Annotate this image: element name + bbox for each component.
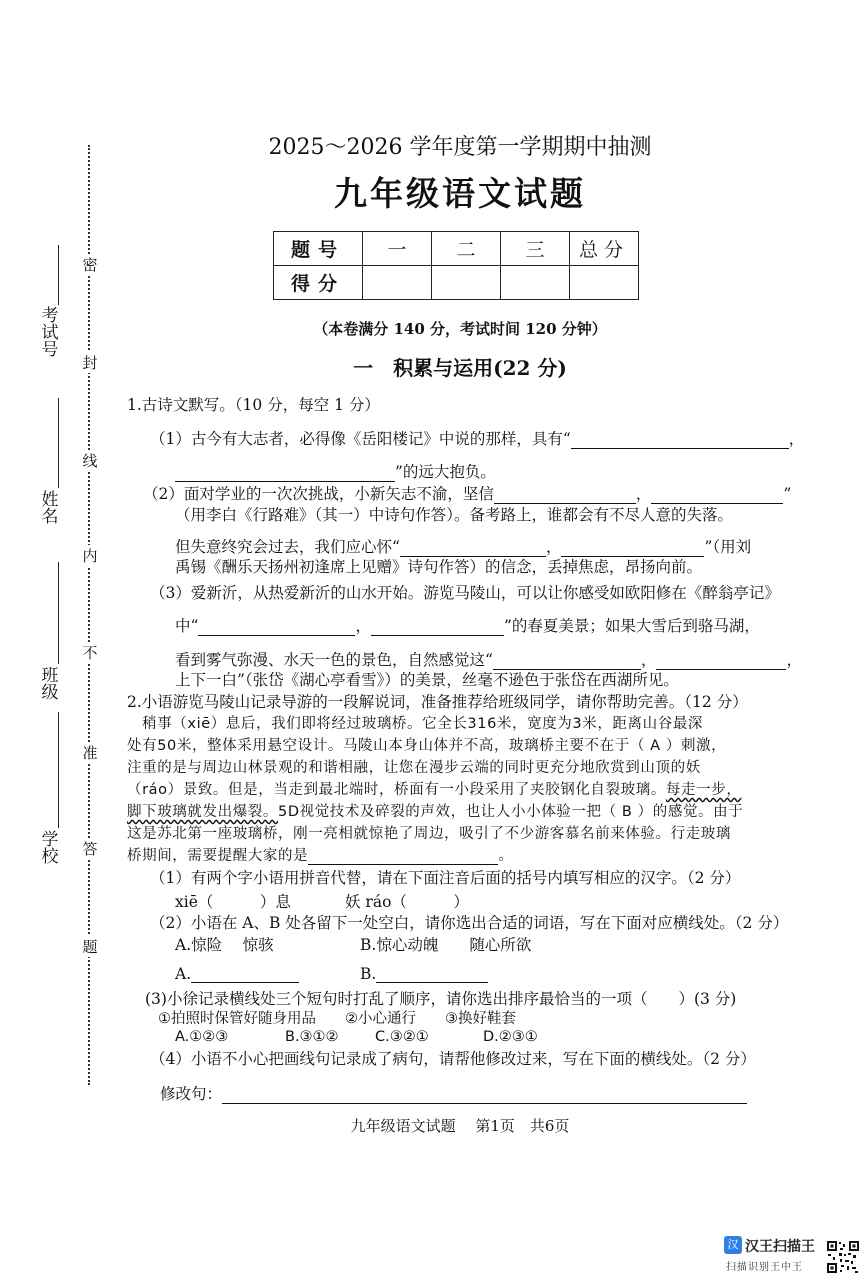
question-1-heading: 1.古诗文默写。（10 分，每空 1 分） <box>127 396 380 414</box>
question-1-2-line-d: 禹锡《酬乐天扬州初逢席上见赠》诗句作答）的信念，丢掉焦虑，昂扬向前。 <box>175 558 703 576</box>
score-cell[interactable] <box>501 266 570 300</box>
seal-char: 答 <box>80 838 100 859</box>
question-1-1-line-b: ”的远大抱负。 <box>175 460 496 482</box>
passage-line: 这是苏北第一座玻璃桥，刚一亮相就惊艳了周边，吸引了不少游客慕名前来体验。行走玻璃 <box>127 826 731 842</box>
question-1-2-line-b: （用李白《行路难》（其一）中诗句作答）。备考路上，谁都会有不尽人意的失落。 <box>175 506 734 524</box>
seal-char: 准 <box>80 742 100 763</box>
question-2-3-items: ①拍照时保管好随身用品 ②小心通行 ③换好鞋套 <box>158 1011 516 1027</box>
exam-number-label: 考试号 <box>41 306 59 360</box>
scanner-watermark <box>724 1236 820 1274</box>
score-table-score-row <box>274 266 639 300</box>
name-line <box>58 398 59 488</box>
question-1-3-line-c: 看到雾气弥漫、水天一色的景色，自然感觉这“ ， ， <box>175 651 802 669</box>
seal-char: 不 <box>80 642 100 663</box>
seal-char: 密 <box>80 254 100 275</box>
class-label: 班级 <box>41 666 59 703</box>
question-1-1-line-a: （1）古今有大志者，必得像《岳阳楼记》中说的那样，具有“ ， <box>150 430 805 448</box>
exam-number-line <box>58 245 59 305</box>
question-2-heading: 2.小语游览马陵山记录导游的一段解说词，准备推荐给班级同学，请你帮助完善。（12 分） <box>127 693 748 711</box>
question-2-1: （1）有两个字小语用拼音代替，请在下面注音后面的括号内填写相应的汉字。（2 分） <box>150 869 741 887</box>
score-cell[interactable] <box>363 266 432 300</box>
scanner-slogan: 扫描识别王中王 <box>726 1262 803 1273</box>
passage-line: 稍事（xiē）息后，我们即将经过玻璃桥。它全长316米，宽度为3米，距离山谷最深 <box>127 716 704 732</box>
section-title: 一 积累与运用(22 分) <box>353 356 567 380</box>
table-cell: 一 <box>363 232 432 266</box>
passage-line: 注重的是与周边山林景观的和谐相融，让您在漫步云端的同时更充分地欣赏到山顶的妖 <box>127 760 701 776</box>
question-2-3-option-d[interactable]: D.②③① <box>483 1029 538 1045</box>
question-2-3-option-b[interactable]: B.③①② <box>285 1029 339 1045</box>
question-2-2: （2）小语在 A、B 处各留下一处空白，请你选出合适的词语，写在下面对应横线处。（2 分） <box>150 914 789 932</box>
question-2-3-option-a[interactable]: A.①②③ <box>175 1029 229 1045</box>
scanner-logo-icon: 汉 <box>724 1236 742 1254</box>
question-2-2-fill-b: B. <box>360 965 488 983</box>
answer-blank[interactable] <box>651 486 783 504</box>
passage-line: 桥期间，需要提醒大家的是 。 <box>127 848 514 864</box>
answer-blank[interactable] <box>222 1086 747 1104</box>
score-cell[interactable] <box>570 266 639 300</box>
seal-char: 题 <box>80 936 100 957</box>
question-2-4: （4）小语不小心把画线句记录成了病句，请帮他修改过来，写在下面的横线处。（2 分） <box>150 1050 756 1068</box>
answer-blank[interactable] <box>376 965 488 983</box>
seal-char: 线 <box>80 450 100 471</box>
question-2-2-fill-a: A. <box>175 965 299 983</box>
scanner-brand-name: 汉王扫描王 <box>745 1239 815 1255</box>
seal-char: 封 <box>80 352 100 373</box>
seal-char: 内 <box>80 545 100 566</box>
passage-line: （ráo）景致。但是，当走到最北端时，桥面有一小段采用了夹胶钢化自裂玻璃。每走一步， <box>127 782 742 798</box>
exam-note: （本卷满分 140 分，考试时间 120 分钟） <box>313 320 607 338</box>
question-2-1-answer-a[interactable]: xiē（ ）息 <box>175 893 291 911</box>
exam-header: 2025～2026 学年度第一学期期中抽测 <box>268 135 652 160</box>
question-2-2-option-b: B.惊心动魄 随心所欲 <box>360 936 532 954</box>
answer-blank[interactable] <box>494 486 636 504</box>
question-1-2-line-a: （2）面对学业的一次次挑战，小新矢志不渝，坚信 ， ” <box>143 485 792 503</box>
question-2-3-option-c[interactable]: C.③②① <box>375 1029 429 1045</box>
question-1-3-line-d: 上下一白”（张岱《湖心亭看雪》）的美景，丝毫不逊色于张岱在西湖所见。 <box>175 671 679 689</box>
name-label: 姓名 <box>41 490 59 527</box>
question-2-3: (3)小徐记录横线处三个短句时打乱了顺序，请你选出排序最恰当的一项（ ）(3 分) <box>145 990 737 1008</box>
answer-blank[interactable] <box>308 847 498 865</box>
answer-blank[interactable] <box>371 618 504 636</box>
question-2-2-option-a: A.惊险 惊骇 <box>175 936 274 954</box>
table-cell: 得分 <box>274 266 363 300</box>
wavy-underlined-sentence: 脚下玻璃就发出爆裂。 <box>127 804 278 820</box>
exam-title: 九年级语文试题 <box>334 174 586 213</box>
wavy-underlined-sentence: 每走一步， <box>665 782 742 798</box>
score-table <box>273 231 639 300</box>
answer-blank[interactable] <box>175 464 395 482</box>
answer-blank[interactable] <box>571 431 789 449</box>
table-cell: 题号 <box>274 232 363 266</box>
page-footer: 九年级语文试题 第1页 共6页 <box>350 1117 570 1135</box>
question-1-2-line-c: 但失意终究会过去，我们应心怀“ ， ”（用刘 <box>175 538 752 556</box>
table-cell: 总分 <box>570 232 639 266</box>
answer-blank[interactable] <box>191 965 299 983</box>
question-2-1-answer-b[interactable]: 妖 ráo（ ） <box>345 893 469 911</box>
question-1-3-line-a: （3）爱新沂，从热爱新沂的山水开始。游览马陵山，可以让你感受如欧阳修在《醉翁亭记》 <box>150 584 780 602</box>
passage-line: 脚下玻璃就发出爆裂。5D视觉技术及碎裂的声效，也让人小小体验一把（ B ）的感觉。由于 <box>127 804 744 820</box>
score-table-header-row <box>274 232 639 266</box>
table-cell: 二 <box>432 232 501 266</box>
answer-blank[interactable] <box>198 618 355 636</box>
school-label: 学校 <box>41 830 59 867</box>
class-line <box>58 562 59 664</box>
question-1-3-line-b: 中“ ， ”的春夏美景；如果大雪后到骆马湖， <box>175 617 760 635</box>
table-cell: 三 <box>501 232 570 266</box>
school-line <box>58 712 59 828</box>
passage-line: 处有50米，整体采用悬空设计。马陵山本身山体并不高，玻璃桥主要不在于（ A ）刺激， <box>127 738 727 754</box>
score-cell[interactable] <box>432 266 501 300</box>
question-2-4-answer: 修改句： <box>160 1082 747 1104</box>
qr-code-icon <box>826 1240 860 1274</box>
